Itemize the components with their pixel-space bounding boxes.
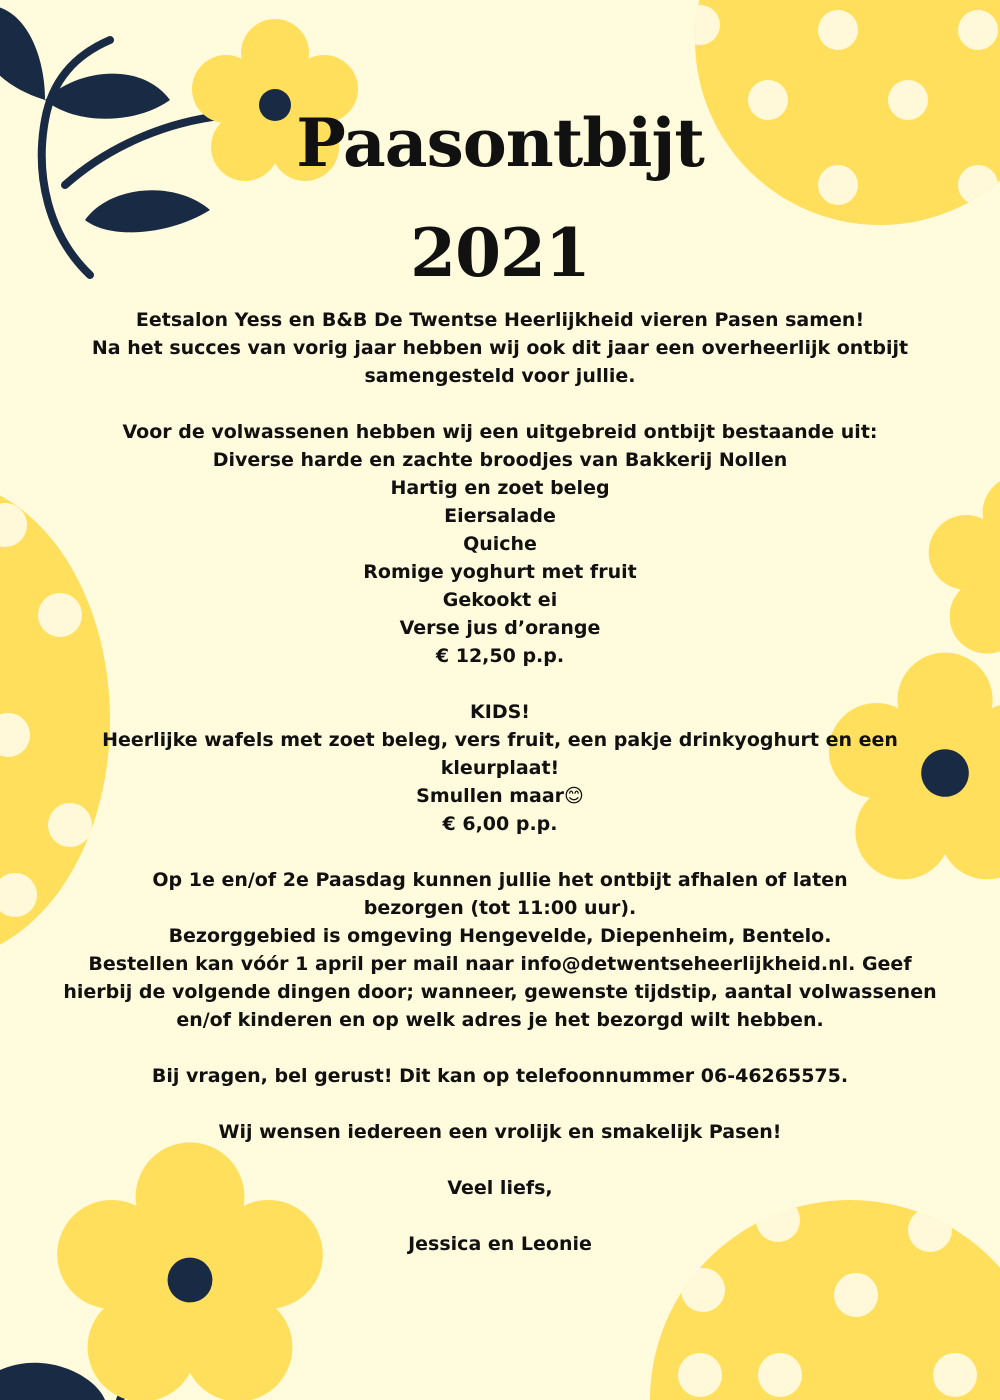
flyer-body <box>0 306 1000 1258</box>
menu-item: Hartig en zoet beleg <box>390 477 610 499</box>
kids-line: Heerlijke wafels met zoet beleg, vers fruit, een pakje drinkyoghurt en een <box>102 729 898 751</box>
intro-line: Na het succes van vorig jaar hebben wij ook dit jaar een overheerlijk ontbijt <box>91 337 909 359</box>
menu-item: Gekookt ei <box>442 589 558 611</box>
delivery-line: Bezorggebied is omgeving Hengevelde, Diepenheim, Bentelo. <box>168 925 832 947</box>
menu-item: Quiche <box>463 533 537 555</box>
closing-line: Veel liefs, <box>447 1177 553 1199</box>
page-title-year: 2021 <box>410 214 590 292</box>
menu-item: Romige yoghurt met fruit <box>363 561 637 583</box>
adults-price: € 12,50 p.p. <box>435 645 565 667</box>
delivery-line: hierbij de volgende dingen door; wanneer, gewenste tijdstip, aantal volwassenen <box>63 981 937 1003</box>
menu-item: Verse jus d’orange <box>399 617 601 639</box>
delivery-line: Bestellen kan vóór 1 april per mail naar info@detwentseheerlijkheid.nl. Geef <box>88 953 912 975</box>
menu-item: Diverse harde en zachte broodjes van Bakkerij Nollen <box>212 449 788 471</box>
kids-line: kleurplaat! <box>440 757 560 779</box>
delivery-line: en/of kinderen en op welk adres je het bezorgd wilt hebben. <box>176 1009 824 1031</box>
delivery-line: bezorgen (tot 11:00 uur). <box>363 897 637 919</box>
adults-heading: Voor de volwassenen hebben wij een uitgebreid ontbijt bestaande uit: <box>122 421 878 443</box>
intro-line: Eetsalon Yess en B&B De Twentse Heerlijkheid vieren Pasen samen! <box>135 309 865 331</box>
page-title: Paasontbijt <box>296 104 704 182</box>
kids-line: Smullen maar😊 <box>416 785 584 807</box>
intro-line: samengesteld voor jullie. <box>364 365 636 387</box>
contact-line: Bij vragen, bel gerust! Dit kan op telefoonnummer 06-46265575. <box>151 1065 849 1087</box>
menu-item: Eiersalade <box>444 505 556 527</box>
kids-heading: KIDS! <box>470 701 530 723</box>
wish-line: Wij wensen iedereen een vrolijk en smakelijk Pasen! <box>218 1121 782 1143</box>
kids-price: € 6,00 p.p. <box>442 813 558 835</box>
delivery-line: Op 1e en/of 2e Paasdag kunnen jullie het ontbijt afhalen of laten <box>152 869 848 891</box>
signature: Jessica en Leonie <box>408 1233 592 1255</box>
